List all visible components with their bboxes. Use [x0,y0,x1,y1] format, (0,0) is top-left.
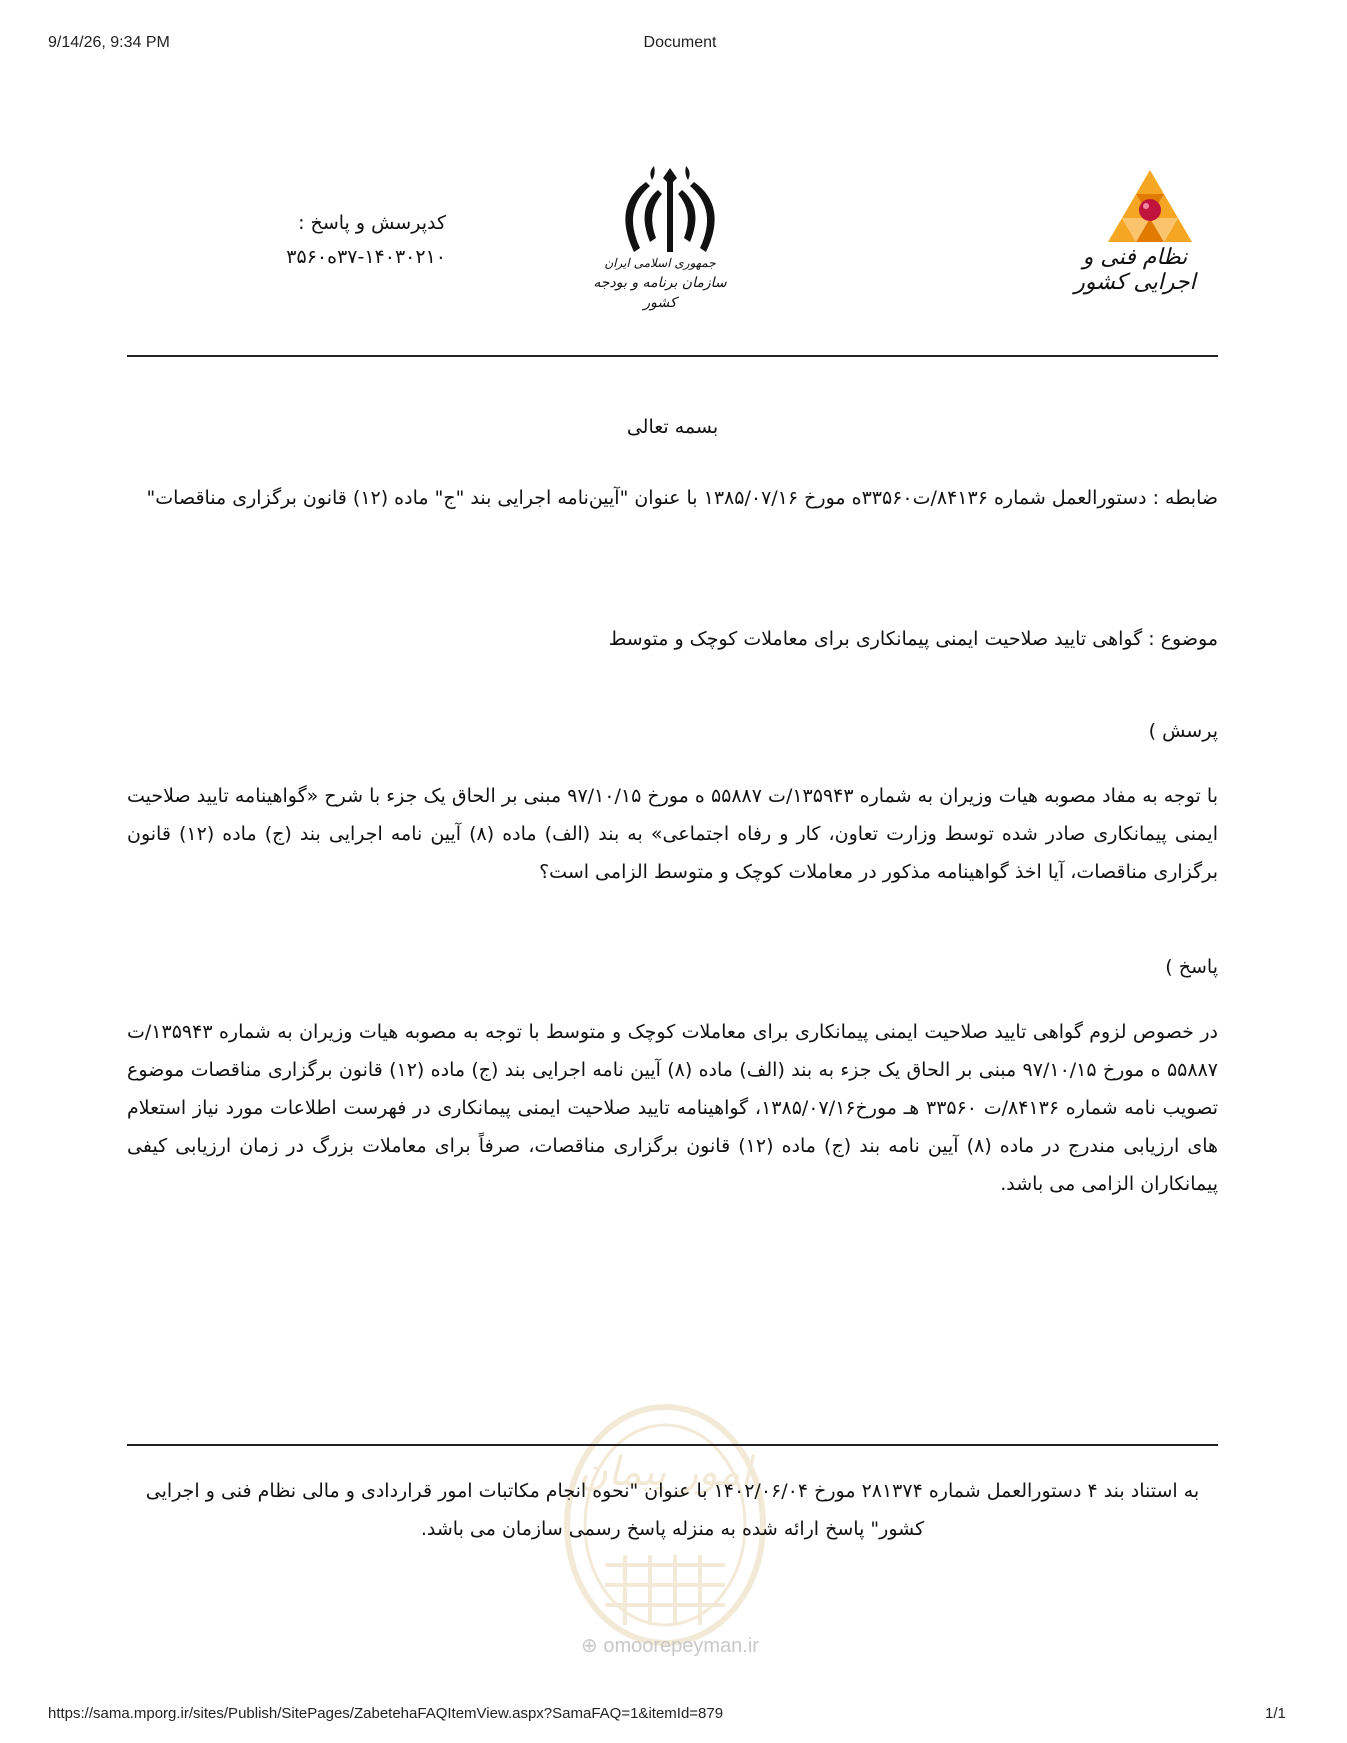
technical-system-logo-icon [1090,166,1210,246]
watermark-globe-icon: ⊕ [581,1635,598,1657]
question-code-label: کدپرسش و پاسخ : [298,212,446,234]
watermark-site-text: omoorepeyman.ir [603,1635,759,1657]
emblem-caption-line1: جمهوری اسلامی ایران [604,256,716,270]
regulation-reference: ضابطه : دستورالعمل شماره ۸۴۱۳۶/ت۳۳۵۶۰ه مورخ ۱۳۸۵/۰۷/۱۶ با عنوان "آیین‌نامه اجرایی بند "ج" ماده (۱۲) قانون برگزاری مناقصات" [146,487,1218,509]
print-url[interactable]: https://sama.mporg.ir/sites/Publish/SitePages/ZabetehaFAQItemView.aspx?SamaFAQ=1&itemId=879 [48,1705,724,1722]
emblem-caption [585,253,735,313]
question-code-value: ۳۷-۱۴۰۳۰۲۱۰ه۳۵۶۰ [286,246,446,268]
question-code-block [246,206,446,274]
header-divider [127,355,1218,357]
question-heading: پرسش ) [1148,720,1218,742]
print-page-number: 1/1 [1265,1705,1286,1722]
watermark-site [555,1633,785,1658]
print-datetime: 9/14/26, 9:34 PM [48,34,170,51]
question-text: با توجه به مفاد مصوبه هیات وزیران به شماره ۱۳۵۹۴۳/ت ۵۵۸۸۷ ه مورخ ۹۷/۱۰/۱۵ مبنی بر الحاق یک جزء با شرح «گواهینامه تایید صلاحیت ایمنی پیمانکاری صادر شده توسط وزارت تعاون، کار و رفاه اجتماعی» به بند (الف) ماده (۸) آیین نامه اجرایی بند (ج) ماده (۱۲) قانون برگزاری مناقصات، آیا اخذ گواهینامه مذکور در معاملات کوچک و متوسط الزامی است؟ [127,785,1218,883]
subject-line: موضوع : گواهی تایید صلاحیت ایمنی پیمانکاری برای معاملات کوچک و متوسط [608,628,1218,650]
watermark-seal-text: امور پیمان [578,1449,752,1495]
invocation: بسمه تعالی [626,416,719,438]
logo-caption: نظام فنی و اجرایی کشور [1074,245,1196,295]
footer-divider [127,1444,1218,1446]
official-response-note: به استناد بند ۴ دستورالعمل شماره ۲۸۱۳۷۴ مورخ ۱۴۰۲/۰۶/۰۴ با عنوان "نحوه انجام مکاتبات امور قراردادی و مالی نظام فنی و اجرایی کشور" پاسخ ارائه شده به منزله پاسخ رسمی سازمان می باشد. [145,1480,1200,1540]
emblem-caption-line2: سازمان برنامه و بودجه کشور [593,275,727,311]
answer-text: در خصوص لزوم گواهی تایید صلاحیت ایمنی پیمانکاری برای معاملات کوچک و متوسط با توجه به مصوبه هیات وزیران به شماره ۱۳۵۹۴۳/ت ۵۵۸۸۷ ه مورخ ۹۷/۱۰/۱۵ مبنی بر الحاق یک جزء به بند (الف) ماده (۸) آیین نامه اجرایی بند (ج) ماده (۱۲) قانون برگزاری مناقصات موضوع تصویب نامه شماره ۸۴۱۳۶/ت ۳۳۵۶۰ هـ مورخ۱۳۸۵/۰۷/۱۶، گواهینامه تایید صلاحیت ایمنی پیمانکاری در فهرست اطلاعات مورد نیاز استعلام های ارزیابی مندرج در ماده (۸) آیین نامه بند (ج) ماده (۱۲) قانون برگزاری مناقصات، صرفاً برای معاملات بزرگ در زمان ارزیابی کیفی پیمانکاران الزامی می باشد. [127,1021,1219,1195]
print-doc-title: Document [643,34,717,51]
answer-heading: پاسخ ) [1165,956,1218,978]
